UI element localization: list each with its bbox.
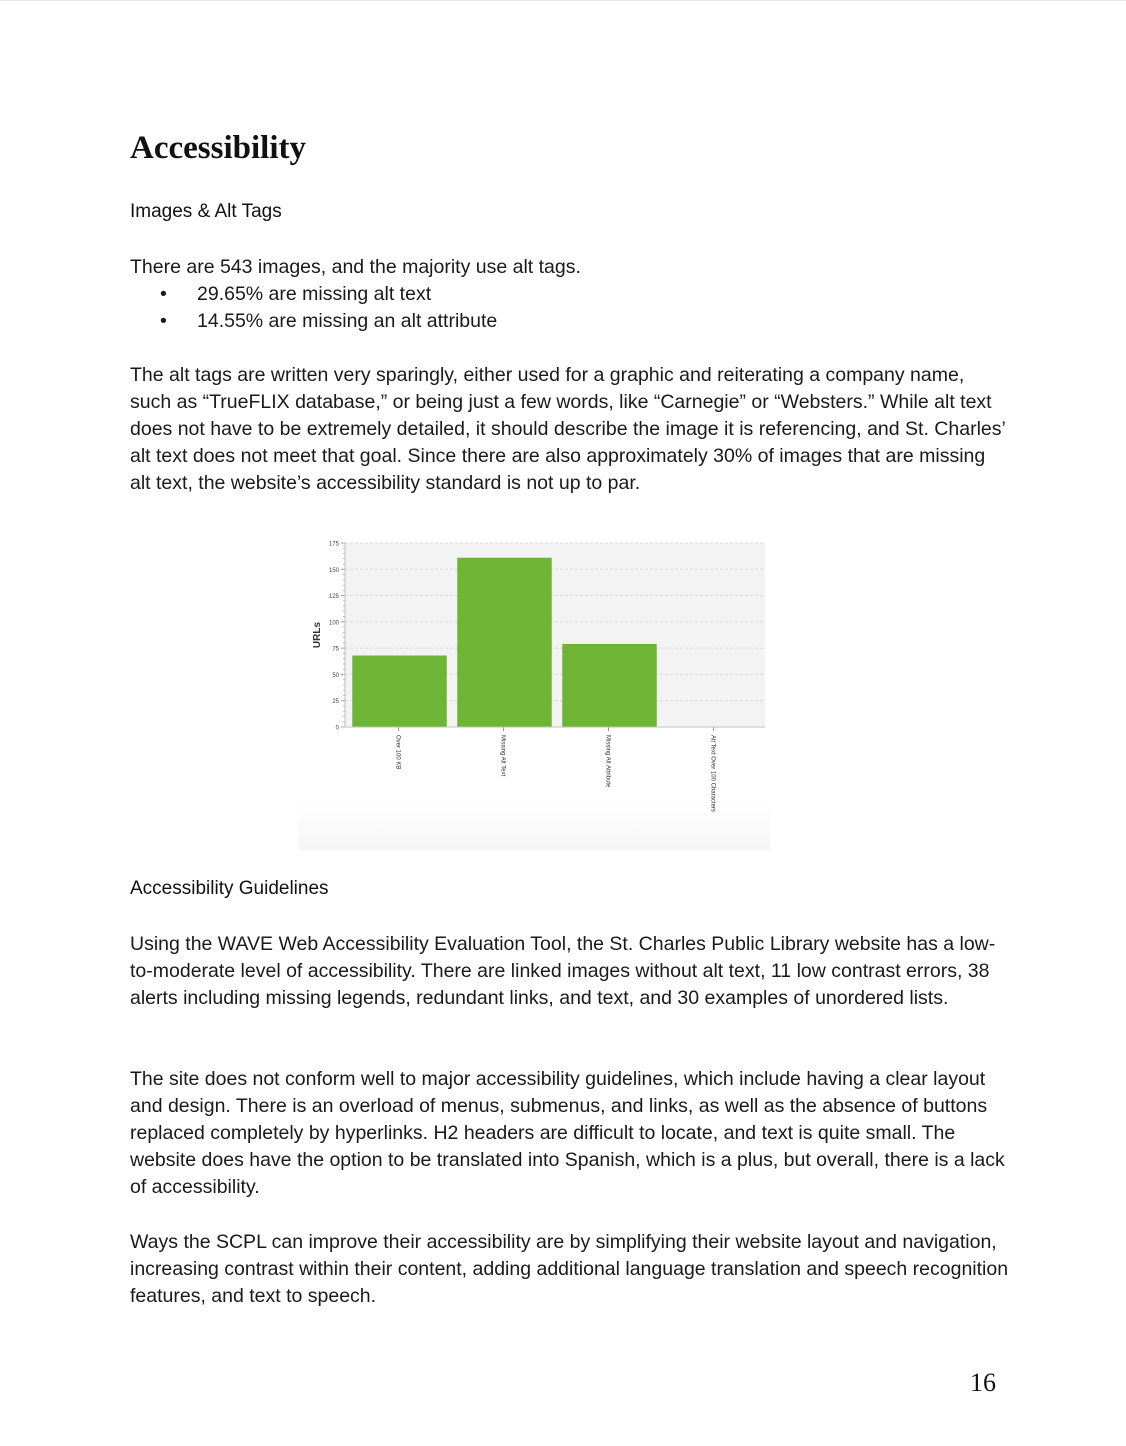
images-alt-tags-heading: Images & Alt Tags [130,201,282,222]
page-title: Accessibility [130,130,306,166]
x-tick-label: Missing Alt Attribute [604,735,611,788]
y-tick-label: 175 [328,541,339,548]
y-tick-label: 150 [328,567,339,574]
guidelines-paragraph: The site does not conform well to major accessibility guidelines, which include having a clear layout and design. There is an overload of menus, submenus, and links, as well as the absence of buttons replaced completely by hyperlinks. H2 headers are difficult to locate, and text is quite small. The website does have the option to be translated into Spanish, which is a plus, but overall, there is a lack of accessibility. [130,1068,1005,1198]
bar [352,656,447,727]
alt-tags-bar-chart [298,535,770,850]
bullet-icon: • [160,310,167,332]
alt-stats-list [160,281,497,335]
y-tick-label: 125 [328,594,339,601]
bullet-icon: • [160,283,167,305]
y-tick-label: 50 [332,672,339,679]
images-intro-text: There are 543 images, and the majority use alt tags. [130,256,581,278]
y-tick-label: 25 [332,699,339,706]
y-tick-label: 75 [332,646,339,653]
x-tick-label: Missing Alt Text [499,735,506,777]
bullet-text: 29.65% are missing alt text [197,283,432,305]
improvements-paragraph: Ways the SCPL can improve their accessibility are by simplifying their website layout and navigation, increasing contrast within their content, adding additional language translation and speech recognition features, and text to speech. [130,1231,1009,1307]
y-axis-label: URLs [312,621,323,649]
list-item [160,281,497,308]
x-tick-label: Alt Text Over 100 Characters [709,735,716,812]
bullet-text: 14.55% are missing an alt attribute [197,310,498,332]
page-top-border [0,0,1126,1]
chart-svg [298,535,770,850]
bar [457,558,552,727]
accessibility-guidelines-heading: Accessibility Guidelines [130,878,329,899]
list-item [160,308,497,335]
y-tick-label: 100 [328,620,339,627]
wave-paragraph: Using the WAVE Web Accessibility Evaluation Tool, the St. Charles Public Library website has a low-to-moderate level of accessibility. There are linked images without alt text, 11 low contrast errors, 38 alerts including missing legends, redundant links, and text, and 30 examples of unordered lists. [130,933,996,1009]
x-tick-label: Over 100 KB [394,735,401,770]
y-tick-label: 0 [335,725,339,732]
bar [562,644,657,727]
page-number: 16 [970,1368,996,1397]
alt-tags-paragraph: The alt tags are written very sparingly, either used for a graphic and reiterating a company name, such as “TrueFLIX database,” or being just a few words, like “Carnegie” or “Websters.” While alt text does not have to be extremely detailed, it should describe the image it is referencing, and St. Charles’ alt text does not meet that goal. Since there are also approximately 30% of images that are missing alt text, the website’s accessibility standard is not up to par. [130,364,1006,494]
